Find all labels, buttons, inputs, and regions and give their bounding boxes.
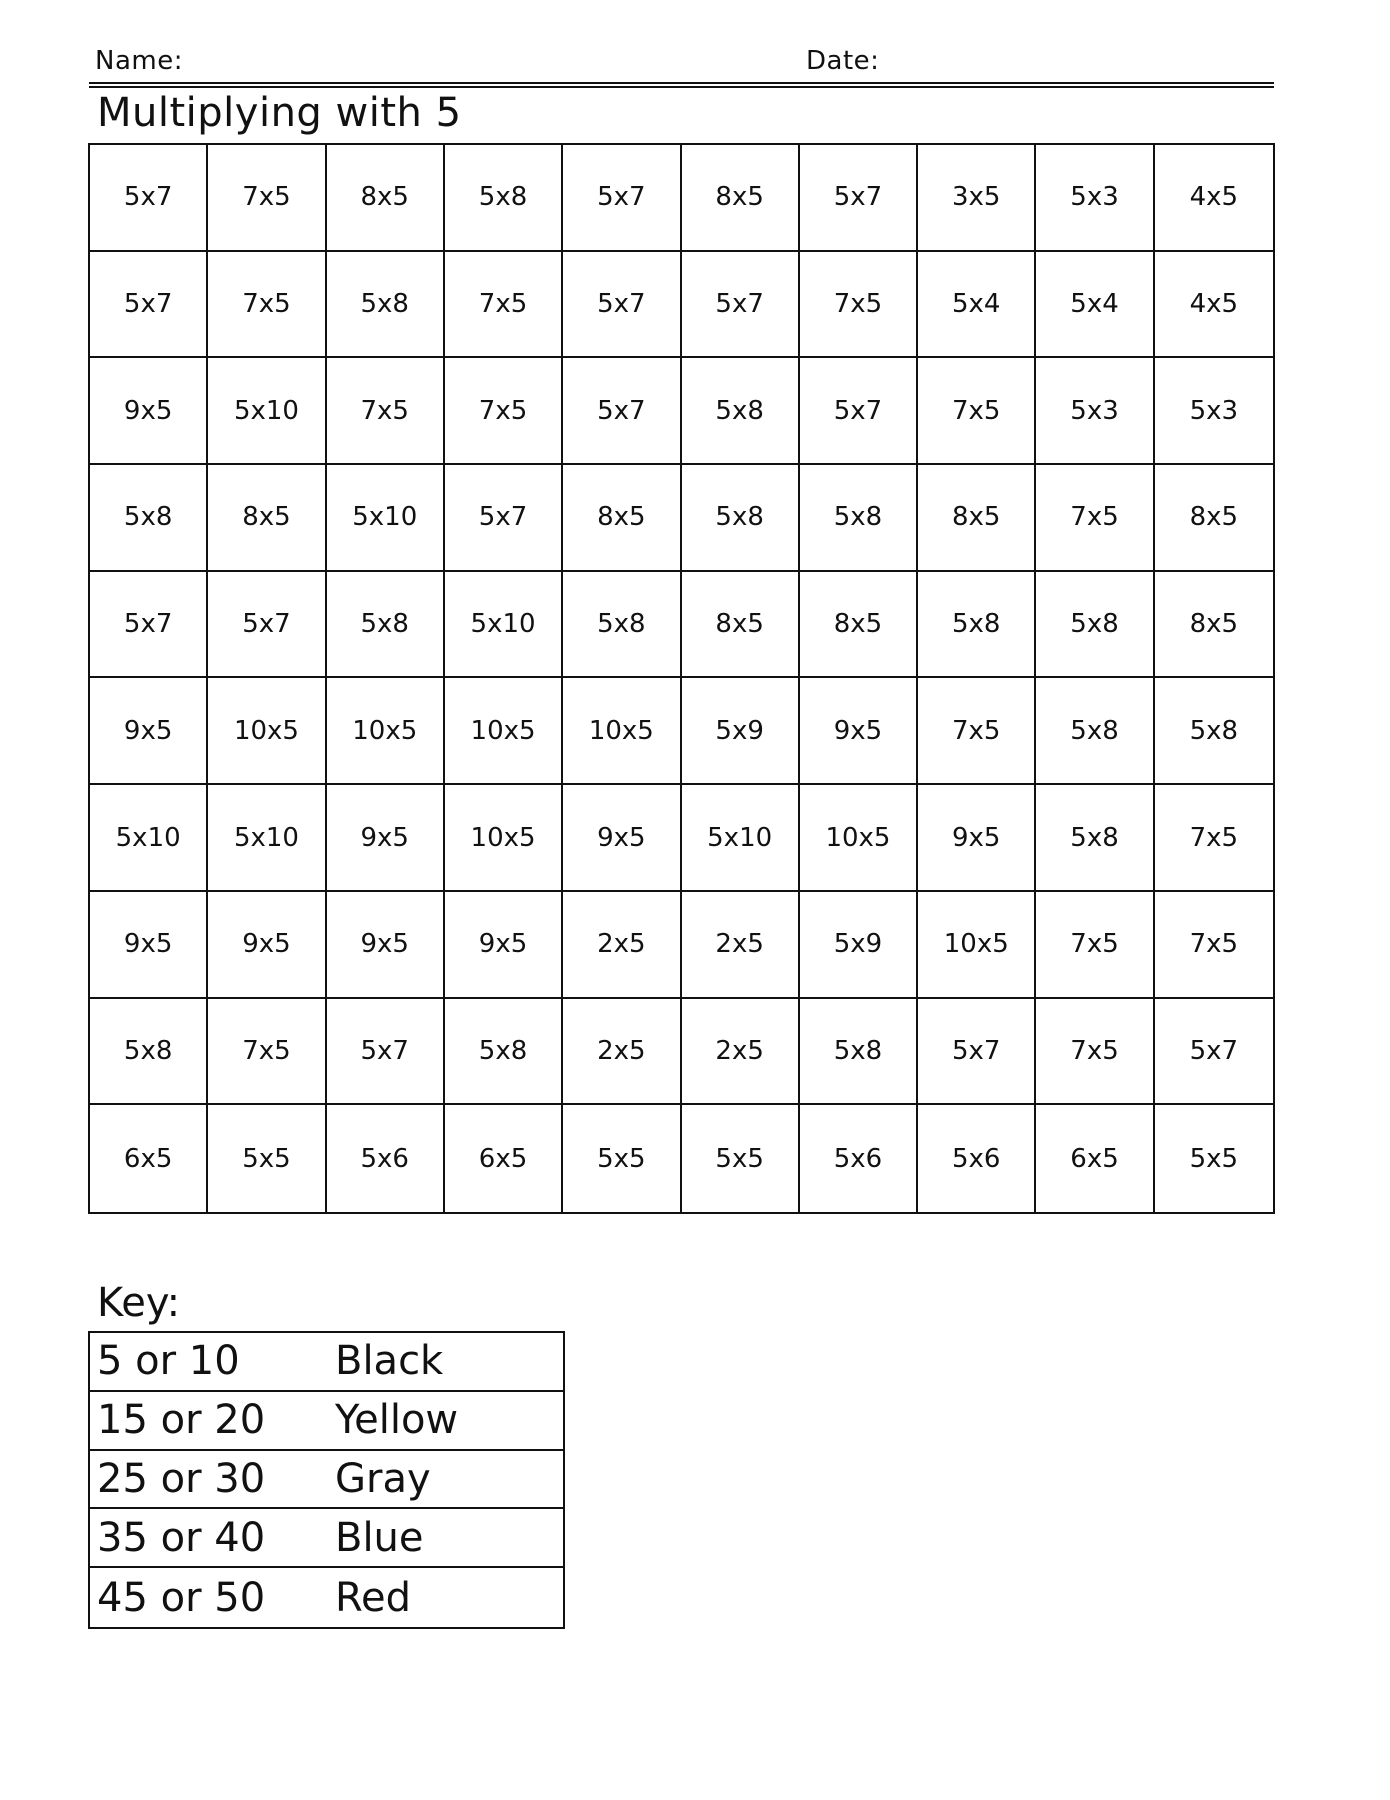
grid-cell[interactable]: 5x8 <box>90 465 208 572</box>
grid-cell[interactable]: 5x10 <box>208 358 326 465</box>
key-range: 15 or 20 <box>97 1397 266 1444</box>
grid-cell[interactable]: 10x5 <box>445 785 563 892</box>
grid-cell[interactable]: 5x8 <box>563 572 681 679</box>
grid-cell[interactable]: 7x5 <box>445 252 563 359</box>
key-row <box>90 1451 563 1510</box>
grid-cell[interactable]: 5x8 <box>682 358 800 465</box>
grid-cell[interactable]: 10x5 <box>327 678 445 785</box>
grid-cell[interactable]: 8x5 <box>682 572 800 679</box>
grid-cell[interactable]: 7x5 <box>327 358 445 465</box>
header-divider <box>89 82 1274 88</box>
grid-cell[interactable]: 9x5 <box>445 892 563 999</box>
grid-cell[interactable]: 5x8 <box>682 465 800 572</box>
grid-cell[interactable]: 5x4 <box>918 252 1036 359</box>
grid-cell[interactable]: 7x5 <box>445 358 563 465</box>
key-row <box>90 1509 563 1568</box>
grid-cell[interactable]: 9x5 <box>208 892 326 999</box>
grid-cell[interactable]: 7x5 <box>1036 892 1154 999</box>
key-color-name: Gray <box>335 1455 431 1502</box>
grid-cell[interactable]: 5x5 <box>1189 1143 1239 1174</box>
grid-cell[interactable]: 5x7 <box>327 999 445 1106</box>
grid-cell[interactable]: 5x7 <box>563 145 681 252</box>
multiplication-grid <box>88 143 1275 1214</box>
grid-cell[interactable]: 5x8 <box>1155 678 1273 785</box>
grid-cell[interactable]: 7x5 <box>1155 892 1273 999</box>
grid-cell[interactable]: 5x8 <box>327 252 445 359</box>
grid-cell[interactable]: 5x3 <box>1155 358 1273 465</box>
grid-cell[interactable]: 2x5 <box>682 892 800 999</box>
grid-cell[interactable]: 5x10 <box>90 785 208 892</box>
grid-cell[interactable]: 5x7 <box>800 358 918 465</box>
color-key-table <box>88 1331 565 1629</box>
grid-cell[interactable]: 5x6 <box>327 1105 445 1212</box>
grid-cell[interactable]: 8x5 <box>918 465 1036 572</box>
grid-cell[interactable]: 8x5 <box>682 145 800 252</box>
grid-cell[interactable]: 8x5 <box>1155 465 1273 572</box>
grid-cell[interactable]: 5x8 <box>918 572 1036 679</box>
grid-cell[interactable]: 8x5 <box>208 465 326 572</box>
grid-cell[interactable]: 5x10 <box>682 785 800 892</box>
grid-cell[interactable]: 4x5 <box>1155 252 1273 359</box>
grid-cell[interactable]: 9x5 <box>918 785 1036 892</box>
grid-cell[interactable]: 4x5 <box>1155 145 1273 252</box>
grid-cell[interactable]: 9x5 <box>90 358 208 465</box>
key-color-name: Black <box>335 1338 444 1385</box>
grid-cell[interactable]: 5x8 <box>445 999 563 1106</box>
grid-cell[interactable]: 5x10 <box>208 785 326 892</box>
key-color-name: Yellow <box>335 1397 459 1444</box>
grid-cell[interactable]: 5x9 <box>682 678 800 785</box>
grid-cell[interactable]: 5x3 <box>1036 358 1154 465</box>
page-title: Multiplying with 5 <box>97 90 462 136</box>
key-range: 25 or 30 <box>97 1455 266 1502</box>
grid-cell[interactable]: 7x5 <box>918 358 1036 465</box>
name-label: Name: <box>95 46 183 76</box>
grid-cell[interactable]: 10x5 <box>800 785 918 892</box>
grid-cell[interactable]: 5x7 <box>682 252 800 359</box>
grid-cell[interactable]: 10x5 <box>208 678 326 785</box>
grid-cell[interactable]: 7x5 <box>800 252 918 359</box>
grid-cell[interactable]: 5x7 <box>918 999 1036 1106</box>
grid-cell[interactable]: 5x6 <box>800 1105 918 1212</box>
grid-cell[interactable]: 5x10 <box>327 465 445 572</box>
grid-cell[interactable]: 5x5 <box>563 1105 681 1212</box>
key-row <box>90 1392 563 1451</box>
key-row <box>90 1568 563 1627</box>
grid-cell[interactable]: 9x5 <box>327 785 445 892</box>
grid-cell[interactable]: 5x7 <box>90 252 208 359</box>
grid-cell[interactable]: 5x4 <box>1036 252 1154 359</box>
grid-cell[interactable]: 5x8 <box>327 572 445 679</box>
grid-cell[interactable]: 5x7 <box>208 572 326 679</box>
grid-cell[interactable]: 9x5 <box>800 678 918 785</box>
grid-cell[interactable]: 7x5 <box>1036 999 1154 1106</box>
grid-cell[interactable]: 7x5 <box>1036 465 1154 572</box>
grid-cell[interactable]: 2x5 <box>563 999 681 1106</box>
grid-cell[interactable]: 5x8 <box>800 465 918 572</box>
grid-cell[interactable]: 8x5 <box>563 465 681 572</box>
grid-cell[interactable]: 5x5 <box>682 1105 800 1212</box>
grid-cell[interactable]: 10x5 <box>445 678 563 785</box>
grid-cell[interactable]: 5x7 <box>563 358 681 465</box>
key-range: 45 or 50 <box>97 1574 266 1621</box>
grid-cell[interactable]: 6x5 <box>1036 1105 1154 1212</box>
grid-cell[interactable]: 7x5 <box>208 145 326 252</box>
grid-cell[interactable]: 5x8 <box>90 999 208 1106</box>
grid-cell[interactable]: 7x5 <box>208 999 326 1106</box>
key-title: Key: <box>97 1280 181 1326</box>
grid-cell[interactable]: 5x7 <box>90 572 208 679</box>
key-color-name: Red <box>335 1574 411 1621</box>
grid-cell[interactable]: 5x7 <box>800 145 918 252</box>
grid-cell[interactable]: 5x6 <box>918 1105 1036 1212</box>
grid-cell[interactable]: 2x5 <box>563 892 681 999</box>
grid-cell[interactable]: 6x5 <box>90 1105 208 1212</box>
grid-cell[interactable]: 5x7 <box>563 252 681 359</box>
grid-cell[interactable]: 10x5 <box>918 892 1036 999</box>
key-row <box>90 1333 563 1392</box>
grid-cell[interactable]: 7x5 <box>1155 785 1273 892</box>
grid-cell[interactable]: 5x8 <box>445 145 563 252</box>
grid-cell[interactable]: 5x3 <box>1036 145 1154 252</box>
grid-cell[interactable]: 5x7 <box>445 465 563 572</box>
grid-cell[interactable]: 2x5 <box>682 999 800 1106</box>
key-color-name: Blue <box>335 1514 424 1561</box>
grid-cell[interactable]: 5x8 <box>1036 785 1154 892</box>
grid-cell[interactable]: 5x8 <box>800 999 918 1106</box>
grid-cell[interactable]: 7x5 <box>918 678 1036 785</box>
grid-cell[interactable]: 8x5 <box>800 572 918 679</box>
grid-cell[interactable]: 6x5 <box>445 1105 563 1212</box>
grid-cell[interactable]: 5x7 <box>1155 999 1273 1106</box>
grid-cell[interactable]: 8x5 <box>327 145 445 252</box>
key-range: 5 or 10 <box>97 1338 240 1385</box>
grid-cell[interactable]: 5x10 <box>445 572 563 679</box>
grid-cell[interactable]: 5x9 <box>800 892 918 999</box>
grid-cell[interactable]: 9x5 <box>563 785 681 892</box>
grid-cell[interactable]: 7x5 <box>208 252 326 359</box>
date-label: Date: <box>806 46 880 76</box>
grid-cell[interactable]: 9x5 <box>327 892 445 999</box>
header-row <box>89 44 1274 78</box>
grid-cell[interactable]: 5x7 <box>90 145 208 252</box>
grid-cell[interactable]: 9x5 <box>90 678 208 785</box>
grid-cell[interactable]: 8x5 <box>1155 572 1273 679</box>
grid-cell[interactable]: 5x5 <box>208 1105 326 1212</box>
grid-cell[interactable]: 5x8 <box>1036 678 1154 785</box>
grid-cell[interactable]: 5x8 <box>1036 572 1154 679</box>
grid-cell[interactable]: 10x5 <box>563 678 681 785</box>
grid-cell[interactable]: 3x5 <box>918 145 1036 252</box>
key-range: 35 or 40 <box>97 1514 266 1561</box>
grid-cell[interactable]: 9x5 <box>90 892 208 999</box>
